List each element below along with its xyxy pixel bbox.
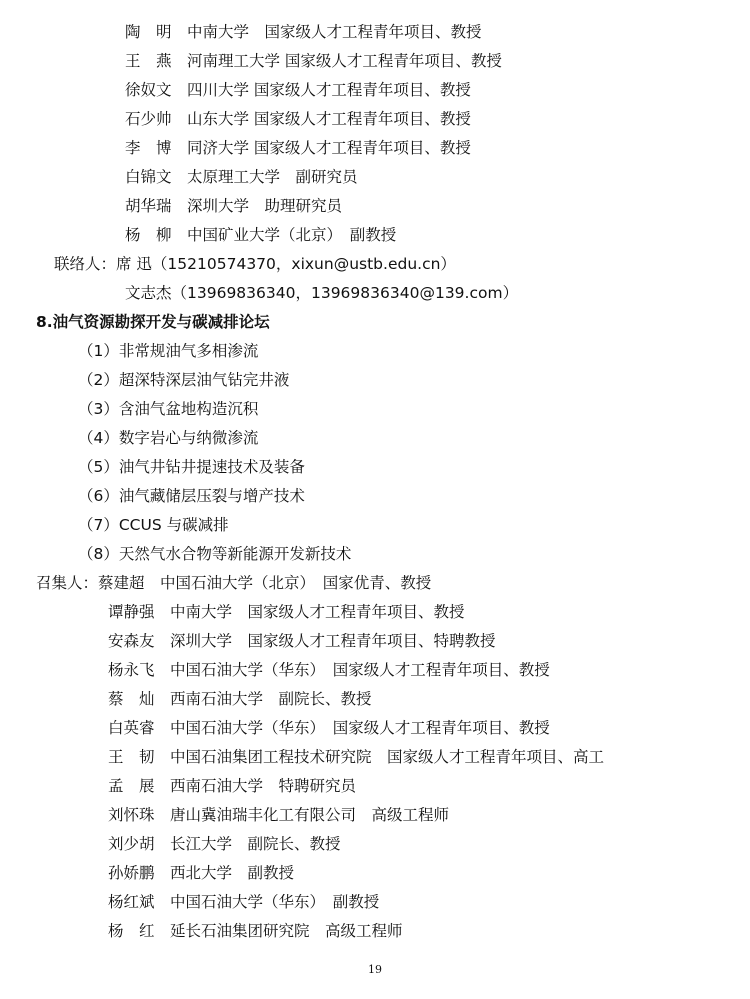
member-line: 杨红斌 中国石油大学（华东） 副教授 (108, 893, 380, 911)
member-line: 杨永飞 中国石油大学（华东） 国家级人才工程青年项目、教授 (108, 661, 550, 679)
member-line: 王 燕 河南理工大学 国家级人才工程青年项目、教授 (125, 52, 502, 70)
member-line: 刘怀珠 唐山冀油瑞丰化工有限公司 高级工程师 (108, 806, 450, 824)
topic-item: （6）油气藏储层压裂与增产技术 (78, 487, 305, 505)
topic-item: （1）非常规油气多相渗流 (78, 342, 259, 360)
member-line: 蔡 灿 西南石油大学 副院长、教授 (108, 690, 372, 708)
member-line: 谭静强 中南大学 国家级人才工程青年项目、教授 (108, 603, 465, 621)
convener-line: 召集人：蔡建超 中国石油大学（北京） 国家优青、教授 (36, 574, 432, 592)
member-line: 王 韧 中国石油集团工程技术研究院 国家级人才工程青年项目、高工 (108, 748, 605, 766)
member-line: 孟 展 西南石油大学 特聘研究员 (108, 777, 357, 795)
member-line: 石少帅 山东大学 国家级人才工程青年项目、教授 (125, 110, 471, 128)
member-line: 杨 红 延长石油集团研究院 高级工程师 (108, 922, 403, 940)
member-line: 白锦文 太原理工大学 副研究员 (125, 168, 358, 186)
member-line: 白英睿 中国石油大学（华东） 国家级人才工程青年项目、教授 (108, 719, 550, 737)
member-line: 杨 柳 中国矿业大学（北京） 副教授 (125, 226, 397, 244)
member-line: 陶 明 中南大学 国家级人才工程青年项目、教授 (125, 23, 482, 41)
member-line: 孙娇鹏 西北大学 副教授 (108, 864, 295, 882)
member-line: 刘少胡 长江大学 副院长、教授 (108, 835, 341, 853)
topic-item: （8）天然气水合物等新能源开发新技术 (78, 545, 352, 563)
section-heading: 8.油气资源勘探开发与碳减排论坛 (36, 313, 270, 331)
contact-line: 文志杰（13969836340，13969836340@139.com） (125, 284, 519, 302)
topic-item: （5）油气井钻井提速技术及装备 (78, 458, 305, 476)
page-number: 19 (368, 963, 382, 976)
member-line: 胡华瑞 深圳大学 助理研究员 (125, 197, 343, 215)
topic-item: （7）CCUS 与碳减排 (78, 516, 229, 534)
member-line: 徐奴文 四川大学 国家级人才工程青年项目、教授 (125, 81, 471, 99)
contact-line: 联络人：席 迅（15210574370，xixun@ustb.edu.cn） (54, 255, 456, 273)
member-line: 李 博 同济大学 国家级人才工程青年项目、教授 (125, 139, 471, 157)
topic-item: （2）超深特深层油气钻完井液 (78, 371, 290, 389)
topic-item: （3）含油气盆地构造沉积 (78, 400, 259, 418)
member-line: 安森友 深圳大学 国家级人才工程青年项目、特聘教授 (108, 632, 496, 650)
topic-item: （4）数字岩心与纳微渗流 (78, 429, 259, 447)
